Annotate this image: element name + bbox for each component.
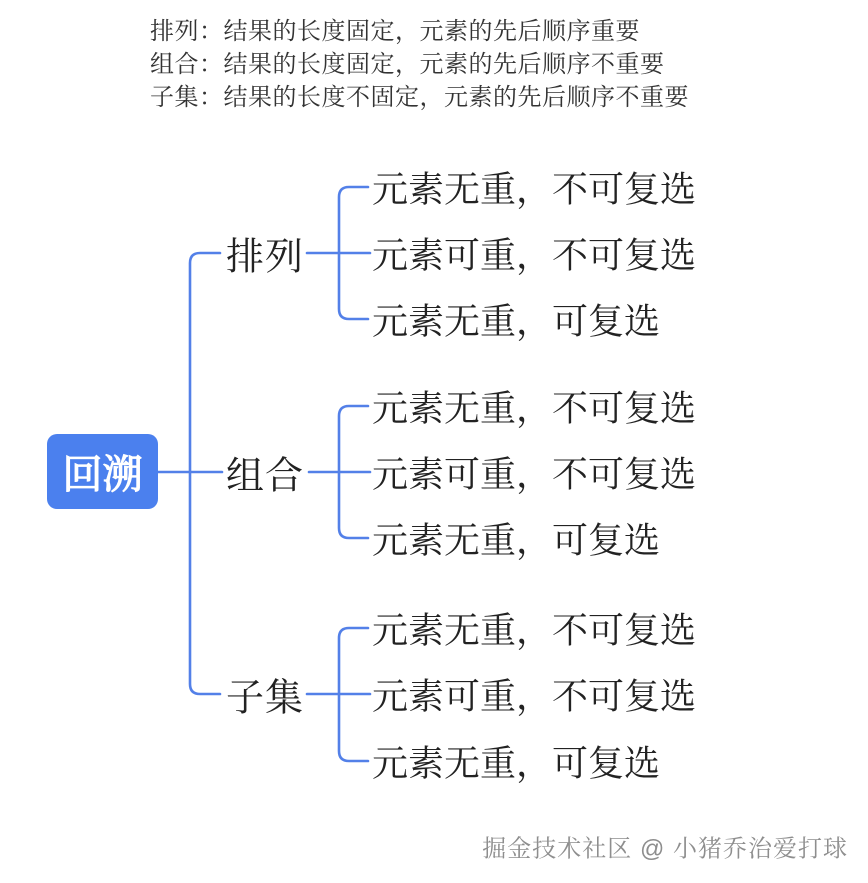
branch-node-combination: 组合 <box>226 455 305 498</box>
leaf-node: 元素可重，不可复选 <box>372 453 697 495</box>
branch-node-permutation: 排列 <box>226 236 305 279</box>
trunk-level1 <box>190 253 220 694</box>
leaf-node: 元素无重，可复选 <box>372 300 661 342</box>
leaf-node: 元素无重，不可复选 <box>372 609 697 651</box>
legend-line-combination: 组合：结果的长度固定，元素的先后顺序不重要 <box>150 51 665 78</box>
root-node-backtrack <box>47 434 158 509</box>
watermark-text: 掘金技术社区 @ 小猪乔治爱打球 <box>482 835 848 863</box>
legend-line-permutation: 排列：结果的长度固定，元素的先后顺序重要 <box>150 18 640 45</box>
leaf-node: 元素无重，可复选 <box>372 742 661 784</box>
leaf-node: 元素无重，不可复选 <box>372 387 697 429</box>
legend-line-subset: 子集：结果的长度不固定，元素的先后顺序不重要 <box>150 84 689 111</box>
leaf-node: 元素无重，可复选 <box>372 519 661 561</box>
leaf-node: 元素可重，不可复选 <box>372 675 697 717</box>
leaf-node: 元素可重，不可复选 <box>372 234 697 276</box>
branch-node-subset: 子集 <box>226 677 305 720</box>
leaf-node: 元素无重，不可复选 <box>372 168 697 210</box>
root-node-label: 回溯 <box>62 453 143 497</box>
